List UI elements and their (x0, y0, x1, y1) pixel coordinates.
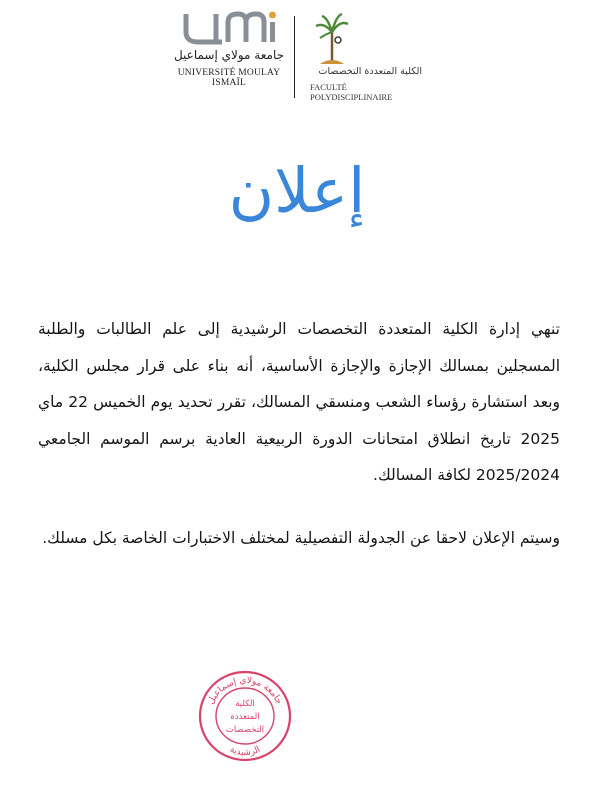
faculty-logo (310, 10, 422, 102)
header-divider (294, 16, 295, 98)
stamp-line-1: الكلية (235, 699, 255, 709)
official-stamp (196, 668, 294, 764)
stamp-line-3: التخصصات (225, 725, 265, 735)
university-logo (168, 10, 290, 98)
faculty-name-arabic: الكلية المتعددة التخصصات (318, 66, 422, 77)
umi-logo-mark (180, 10, 280, 46)
announcement-paragraph-main: تنهي إدارة الكلية المتعددة التخصصات الرشيدية إلى علم الطالبات والطلبة المسجلين بمسالك الإجازة والإجازة الأساسية، أنه بناء على قرار مجلس الكلية، وبعد استشارة رؤساء الشعب ومنسقي المسالك، تقرر تحديد يوم الخميس 22 ماي 2025 تاريخ انطلاق امتحانات الدورة الربيعية العادية برسم الموسم الجامعي 2025/2024 لكافة المسالك. (38, 320, 560, 484)
university-name-french: UNIVERSITÉ MOULAY ISMAÏL (177, 68, 281, 88)
faculty-name-french: FACULTÉ POLYDISCIPLINAIRE (310, 82, 393, 102)
university-name-arabic: جامعة مولاي إسماعيل (173, 48, 285, 62)
stamp-bottom-text: الرشيدية (228, 744, 262, 759)
stamp-line-2: المتعددة (230, 712, 260, 722)
stamp-outer-text: جامعة مولاي إسماعيل (206, 675, 284, 707)
announcement-paragraph-schedule: وسيتم الإعلان لاحقا عن الجدولة التفصيلية لمختلف الاختبارات الخاصة بكل مسلك. (42, 528, 560, 547)
stamp-seal-icon (196, 668, 294, 764)
letterhead (0, 6, 594, 102)
announcement-body (38, 311, 560, 556)
palm-tree-emblem (314, 10, 350, 66)
announcement-title: إعلان (228, 154, 366, 227)
